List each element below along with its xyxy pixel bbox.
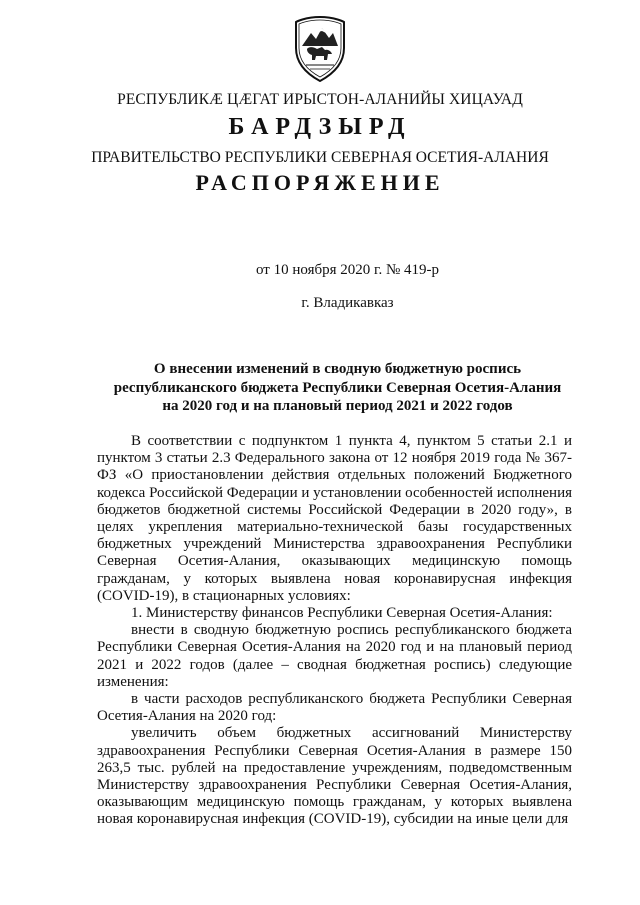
city-name: г. Владикавказ <box>301 295 394 311</box>
government-header-line: ПРАВИТЕЛЬСТВО РЕСПУБЛИКИ СЕВЕРНАЯ ОСЕТИЯ-АЛАНИЯ <box>91 149 549 166</box>
document-type-heading: РАСПОРЯЖЕНИЕ <box>195 170 445 195</box>
body-paragraph-increase: увеличить объем бюджетных ассигнований Министерству здравоохранения Республики Северная Осетия-Алания в размере 150 263,5 тыс. рублей на предоставление учреждениям, подведомственным Министерству здравоохранения Республики Северная Осетия-Алания, оказывающим медицинскую помощь гражданам, у которых выявлена новая коронавирусная инфекция (COVID-19), субсидии на иные цели для <box>97 725 572 828</box>
body-paragraph-item-1: 1. Министерству финансов Республики Северная Осетия-Алания: <box>131 605 553 622</box>
body-paragraph-amend: внести в сводную бюджетную роспись республиканского бюджета Республики Северная Осетия-Алания на 2020 год и на плановый период 2021 и 2022 годов (далее – сводная бюджетная роспись) следующие изменения: <box>97 622 572 690</box>
body-paragraph-preamble: В соответствии с подпунктом 1 пункта 4, пунктом 5 статьи 2.1 и пунктом 3 статьи 2.3 Федерального закона от 12 ноября 2019 года № 367-ФЗ «О приостановлении действия отдельных положений Бюджетного кодекса Российской Федерации и установлении особенностей исполнения бюджетов бюджетной системы Российской Федерации в 2020 году», в целях укрепления материально-технической базы государственных бюджетных учреждений Министерства здравоохранения Республики Северная Осетия-Алания, оказывающих медицинскую помощь гражданам, у которых выявлена новая коронавирусная инфекция (COVID-19), в стационарных условиях: <box>97 433 572 604</box>
bardzyrd-heading: БАРДЗЫРД <box>228 114 412 140</box>
coat-of-arms-emblem <box>291 16 349 82</box>
title-line-1: О внесении изменений в сводную бюджетную роспись <box>153 361 522 377</box>
ossetian-header-line: РЕСПУБЛИКӔ ЦӔГАТ ИРЫСТОН-АЛАНИЙЫ ХИЦАУАД <box>117 91 523 108</box>
body-paragraph-expenses: в части расходов республиканского бюджета Республики Северная Осетия-Алания на 2020 год: <box>97 691 572 725</box>
title-line-2: республиканского бюджета Республики Северная Осетия-Алания <box>113 379 562 396</box>
title-line-3: на 2020 год и на плановый период 2021 и 2022 годов <box>162 398 513 414</box>
document-body <box>97 433 572 829</box>
document-title <box>0 360 640 416</box>
date-and-number: от 10 ноября 2020 г. № 419-р <box>255 262 440 278</box>
